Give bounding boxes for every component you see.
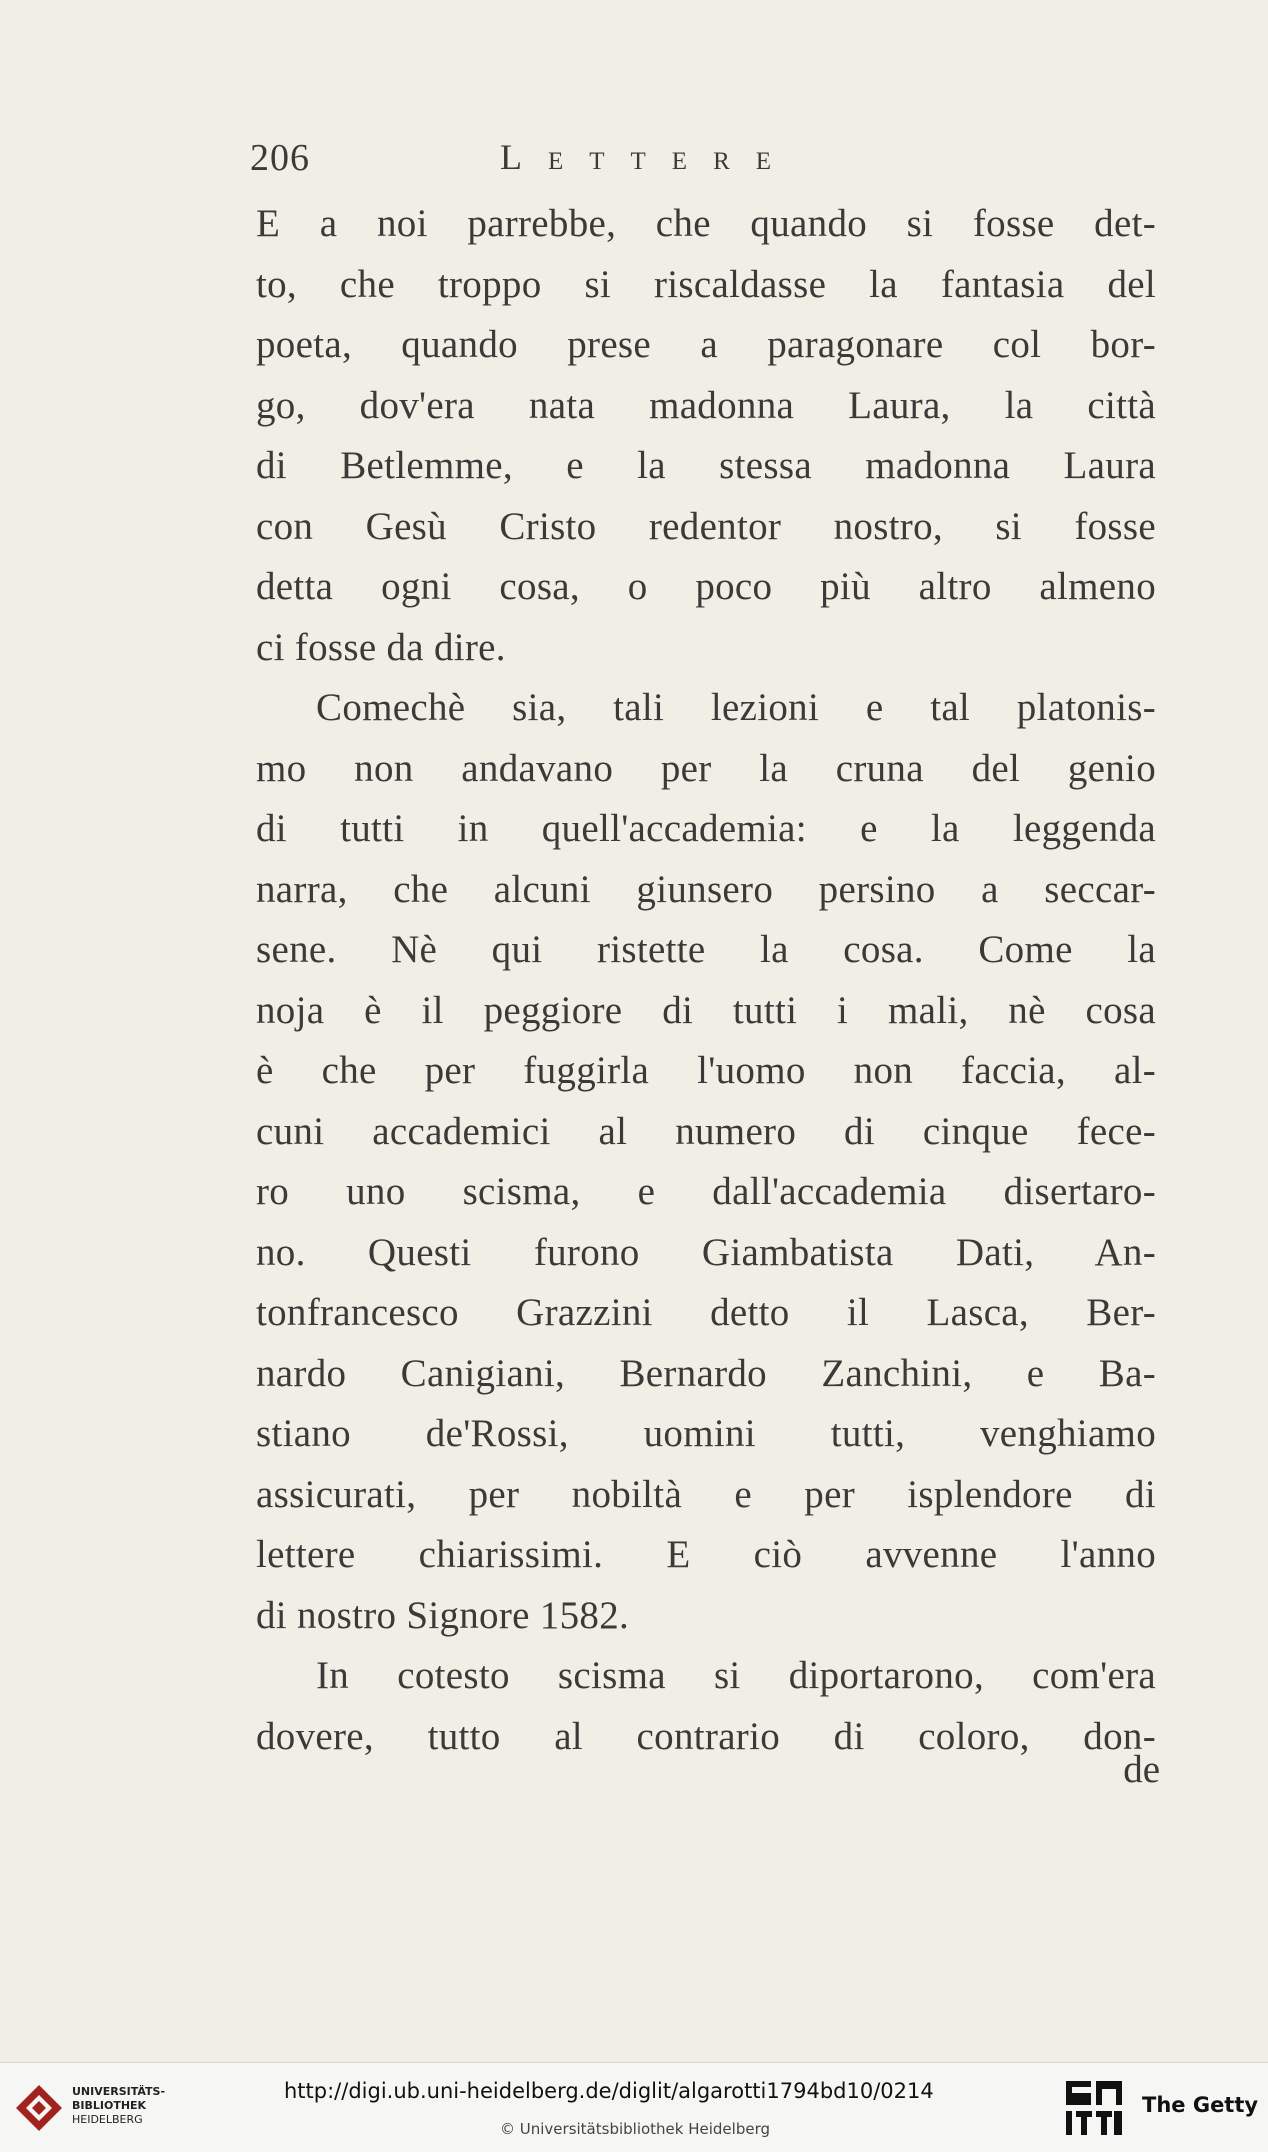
text-line: lettere chiarissimi. E ciò avvenne l'anno — [256, 1533, 1156, 1576]
university-name — [72, 2085, 165, 2127]
getty-logo-icon — [1066, 2081, 1122, 2135]
text-line: di tutti in quell'accademia: e la leggenda — [256, 807, 1156, 850]
text-line: Comechè sia, tali lezioni e tal platonis- — [316, 686, 1156, 729]
text-line: to, che troppo si riscaldasse la fantasia del — [256, 262, 1156, 306]
text-line: E a noi parrebbe, che quando si fosse det- — [256, 202, 1156, 245]
text-line: noja è il peggiore di tutti i mali, nè cosa — [256, 988, 1156, 1032]
text-line: assicurati, per nobiltà e per isplendore di — [256, 1472, 1156, 1516]
text-line: In cotesto scisma si diportarono, com'era — [316, 1654, 1156, 1697]
text-line: è che per fuggirla l'uomo non faccia, al- — [256, 1049, 1156, 1092]
running-head — [250, 136, 1150, 186]
text-line: poeta, quando prese a paragonare col bor- — [256, 323, 1156, 366]
university-name-line: BIBLIOTHEK — [72, 2099, 147, 2112]
running-title: Lettere — [500, 137, 798, 177]
text-line: go, dov'era nata madonna Laura, la città — [256, 383, 1156, 427]
catchword: de — [1123, 1748, 1160, 1791]
getty-name: The Getty — [1142, 2093, 1259, 2117]
text-line: detta ogni cosa, o poco più altro almeno — [256, 565, 1156, 608]
permalink-url[interactable]: http://digi.ub.uni-heidelberg.de/diglit/algarotti1794bd10/0214 — [284, 2079, 934, 2103]
text-line: mo non andavano per la cruna del genio — [256, 746, 1156, 790]
text-line: di nostro Signore 1582. — [256, 1593, 630, 1637]
text-line: tonfrancesco Grazzini detto il Lasca, Ber- — [256, 1291, 1156, 1334]
footer-bar — [0, 2062, 1268, 2152]
text-line: ro uno scisma, e dall'accademia disertaro- — [256, 1170, 1156, 1213]
text-line: no. Questi furono Giambatista Dati, An- — [256, 1230, 1156, 1274]
university-name-line: HEIDELBERG — [72, 2113, 143, 2126]
university-name-line: UNIVERSITÄTS- — [72, 2085, 166, 2098]
text-line: stiano de'Rossi, uomini tutti, venghiamo — [256, 1412, 1156, 1455]
text-line: nardo Canigiani, Bernardo Zanchini, e Ba- — [256, 1351, 1156, 1395]
text-line: dovere, tutto al contrario di coloro, don- — [256, 1714, 1156, 1758]
page-number: 206 — [250, 137, 310, 179]
text-line: ci fosse da dire. — [256, 625, 506, 669]
text-line: sene. Nè qui ristette la cosa. Come la — [256, 928, 1156, 971]
university-logo-icon — [14, 2083, 64, 2133]
body-text — [256, 194, 1156, 1767]
copyright-notice: © Universitätsbibliothek Heidelberg — [500, 2120, 771, 2138]
text-line: con Gesù Cristo redentor nostro, si fosse — [256, 504, 1156, 548]
text-line: narra, che alcuni giunsero persino a seccar- — [256, 867, 1156, 911]
text-line: di Betlemme, e la stessa madonna Laura — [256, 444, 1156, 487]
text-line: cuni accademici al numero di cinque fece- — [256, 1109, 1156, 1153]
